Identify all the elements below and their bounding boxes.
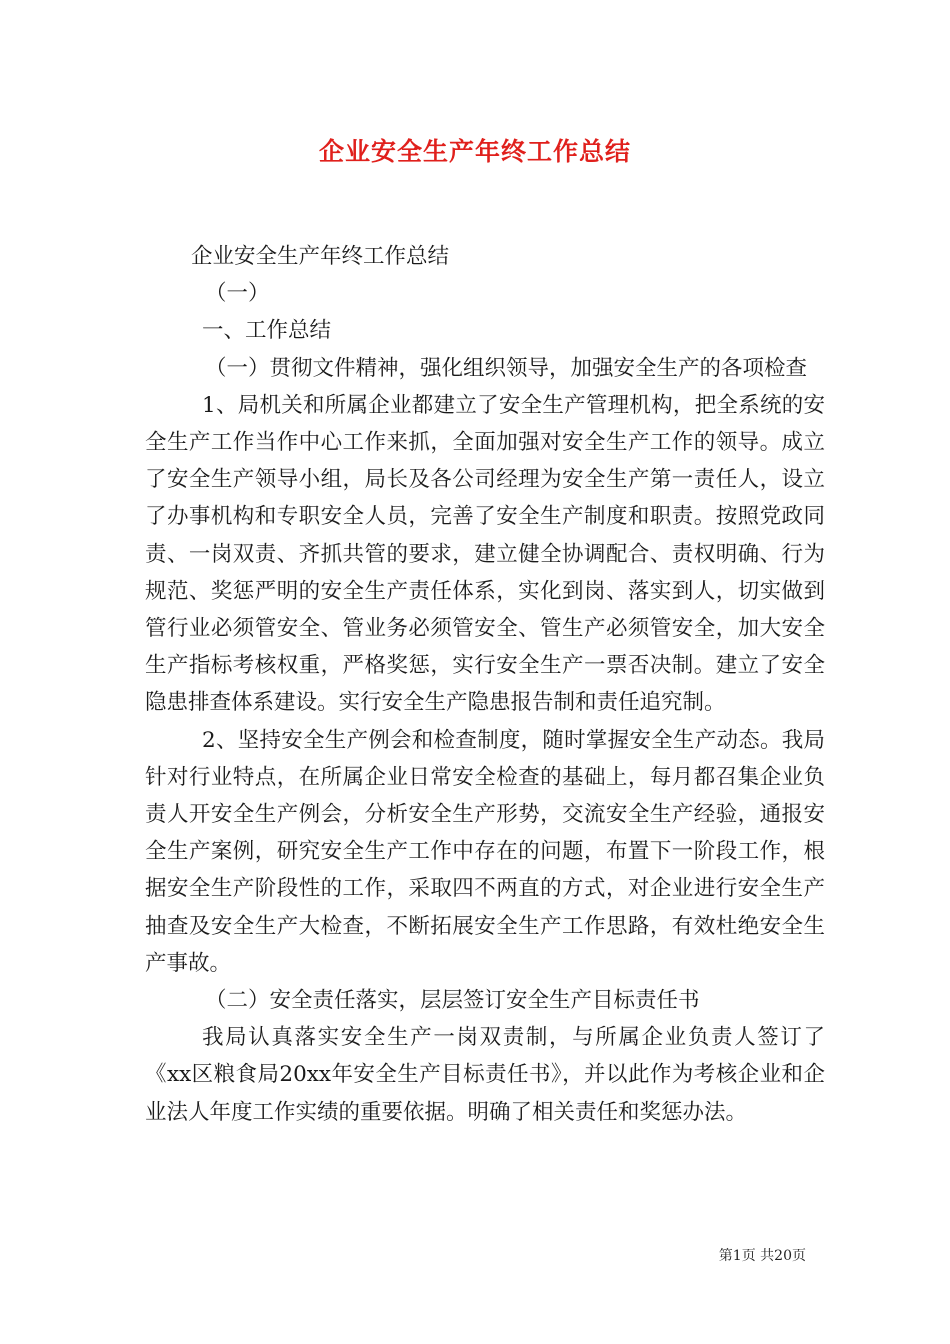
subsection-heading-2: （二）安全责任落实，层层签订安全生产目标责任书	[205, 988, 700, 1014]
page-label-mid: 页 共	[741, 1248, 775, 1264]
section-number: （一）	[205, 281, 270, 307]
body-heading: 企业安全生产年终工作总结	[191, 244, 450, 269]
paragraph-item-1: 1、局机关和所属企业都建立了安全生产管理机构，把全系统的安全生产工作当作中心工作来抓，全面加强对安全生产工作的领导。成立了安全生产领导小组，局长及各公司经理为安全生产第一责任人，设立了办事机构和专职安全人员，完善了安全生产制度和职责。按照党政同责、一岗双责、齐抓共管的要求，建立健全协调配合、责权明确、行为规范、奖惩严明的安全生产责任体系，实化到岗、落实到人，切实做到管行业必须管安全、管业务必须管安全、管生产必须管安全，加大安全生产指标考核权重，严格奖惩，实行安全生产一票否决制。建立了安全隐患排查体系建设。实行安全生产隐患报告制和责任追究制。	[145, 392, 825, 716]
paragraph-responsibility: 我局认真落实安全生产一岗双责制，与所属企业负责人签订了《xx区粮食局20xx年安全生产目标责任书》，并以此作为考核企业和企业法人年度工作实绩的重要依据。明确了相关责任和奖惩办法。	[145, 1025, 825, 1125]
page-title: 企业安全生产年终工作总结	[318, 137, 631, 166]
page-label-prefix: 第	[718, 1248, 733, 1264]
page-label-suffix: 页	[792, 1248, 806, 1264]
paragraph-item-2: 2、坚持安全生产例会和检查制度，随时掌握安全生产动态。我局针对行业特点，在所属企业日常安全检查的基础上，每月都召集企业负责人开安全生产例会，分析安全生产形势，交流安全生产经验，通报安全生产案例，研究安全生产工作中存在的问题，布置下一阶段工作，根据安全生产阶段性的工作，采取四不两直的方式，对企业进行安全生产抽查及安全生产大检查，不断拓展安全生产工作思路，有效杜绝安全生产事故。	[145, 727, 825, 976]
page-total: 20	[774, 1248, 792, 1264]
page-footer	[0, 1245, 806, 1265]
subsection-heading-1: （一）贯彻文件精神，强化组织领导，加强安全生产的各项检查	[205, 355, 808, 381]
page-current: 1	[732, 1248, 742, 1264]
document-body	[145, 238, 825, 1131]
section-heading: 一、工作总结	[202, 318, 332, 344]
